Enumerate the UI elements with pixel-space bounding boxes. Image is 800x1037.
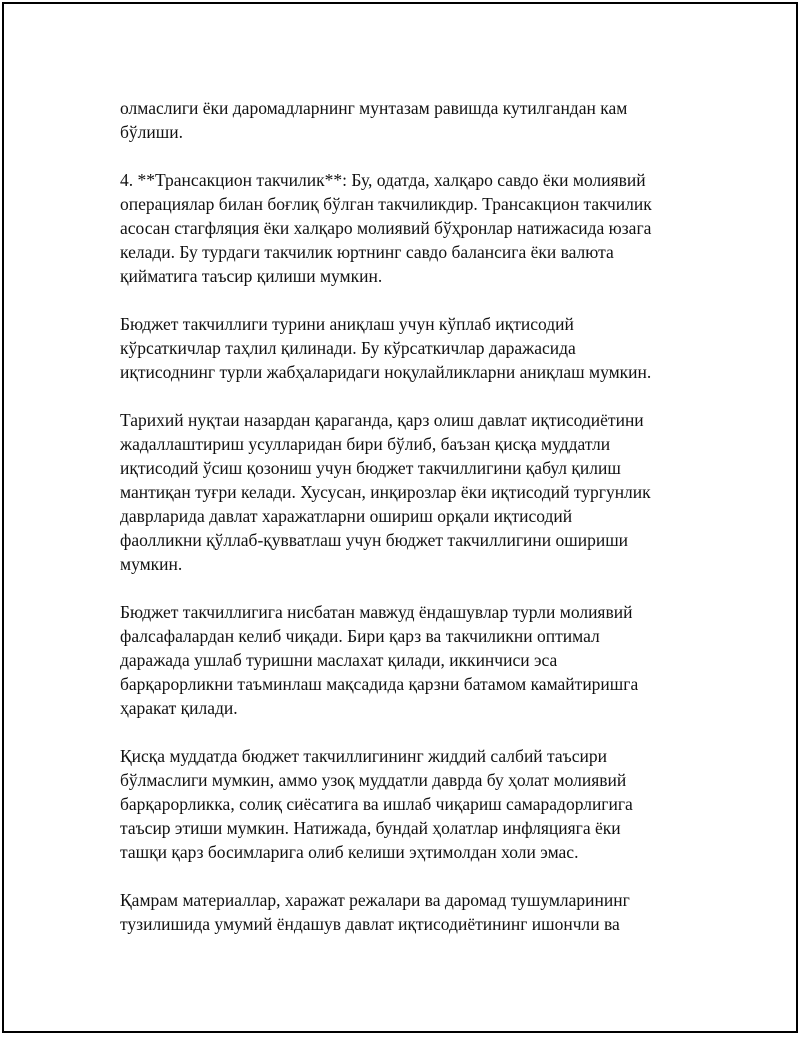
text-line: Бюджет такчиллиги турини аниқлаш учун кўплаб иқтисодий xyxy=(120,314,574,334)
text-line: Тарихий нуқтаи назардан қараганда, қарз олиш давлат иқтисодиётини xyxy=(120,410,644,430)
text-line: иқтисоднинг турли жабҳаларидаги ноқулайликларни аниқлаш мумкин. xyxy=(120,362,652,382)
text-line: операциялар билан боғлиқ бўлган такчиликдир. Трансакцион такчилик xyxy=(120,194,652,214)
text-line: ҳаракат қилади. xyxy=(120,698,238,718)
text-line: бўлиши. xyxy=(120,122,183,142)
text-line: жадаллаштириш усулларидан бири бўлиб, баъзан қисқа муддатли xyxy=(120,434,611,454)
document-page xyxy=(2,2,798,1033)
text-line: асосан стагфляция ёки халқаро молиявий бўҳронлар натижасида юзага xyxy=(120,218,652,238)
text-line: 4. **Трансакцион такчилик**: Бу, одатда, халқаро савдо ёки молиявий xyxy=(120,170,646,190)
paragraph xyxy=(120,888,690,936)
text-line: Қамрам материаллар, харажат режалари ва даромад тушумларининг xyxy=(120,890,630,910)
text-line: келади. Бу турдаги такчилик юртнинг савдо балансига ёки валюта xyxy=(120,242,614,262)
text-line: тузилишида умумий ёндашув давлат иқтисодиётининг ишончли ва xyxy=(120,914,620,934)
text-line: фалсафалардан келиб чиқади. Бири қарз ва такчиликни оптимал xyxy=(120,626,600,646)
text-line: даражада ушлаб туришни маслахат қилади, иккинчиси эса xyxy=(120,650,558,670)
text-line: иқтисодий ўсиш қозониш учун бюджет такчиллигини қабул қилиш xyxy=(120,458,621,478)
text-line: ташқи қарз босимларига олиб келиши эҳтимолдан холи эмас. xyxy=(120,842,579,862)
text-line: мумкин. xyxy=(120,554,183,574)
paragraph xyxy=(120,744,690,864)
text-line: қийматига таъсир қилиши мумкин. xyxy=(120,266,383,286)
text-line: кўрсаткичлар таҳлил қилинади. Бу кўрсаткичлар даражасида xyxy=(120,338,576,358)
text-line: барқарорликка, солиқ сиёсатига ва ишлаб чиқариш самарадорлигига xyxy=(120,794,633,814)
text-line: Қисқа муддатда бюджет такчиллигининг жиддий салбий таъсири xyxy=(120,746,607,766)
text-line: мантиқан туғри келади. Хусусан, инқирозлар ёки иқтисодий тургунлик xyxy=(120,482,651,502)
text-line: фаолликни қўллаб-қувватлаш учун бюджет такчиллигини ошириши xyxy=(120,530,629,550)
text-line: даврларида давлат харажатларни ошириш орқали иқтисодий xyxy=(120,506,573,526)
text-line: Бюджет такчиллигига нисбатан мавжуд ёндашувлар турли молиявий xyxy=(120,602,633,622)
paragraph xyxy=(120,408,690,576)
text-line: барқарорликни таъминлаш мақсадида қарзни батамом камайтиришга xyxy=(120,674,639,694)
paragraph xyxy=(120,96,690,144)
document-body xyxy=(120,96,690,960)
text-line: таъсир этиши мумкин. Натижада, бундай ҳолатлар инфляцияга ёки xyxy=(120,818,621,838)
paragraph xyxy=(120,312,690,384)
paragraph xyxy=(120,168,690,288)
text-line: олмаслиги ёки даромадларнинг мунтазам равишда кутилгандан кам xyxy=(120,98,628,118)
text-line: бўлмаслиги мумкин, аммо узоқ муддатли даврда бу ҳолат молиявий xyxy=(120,770,627,790)
paragraph xyxy=(120,600,690,720)
